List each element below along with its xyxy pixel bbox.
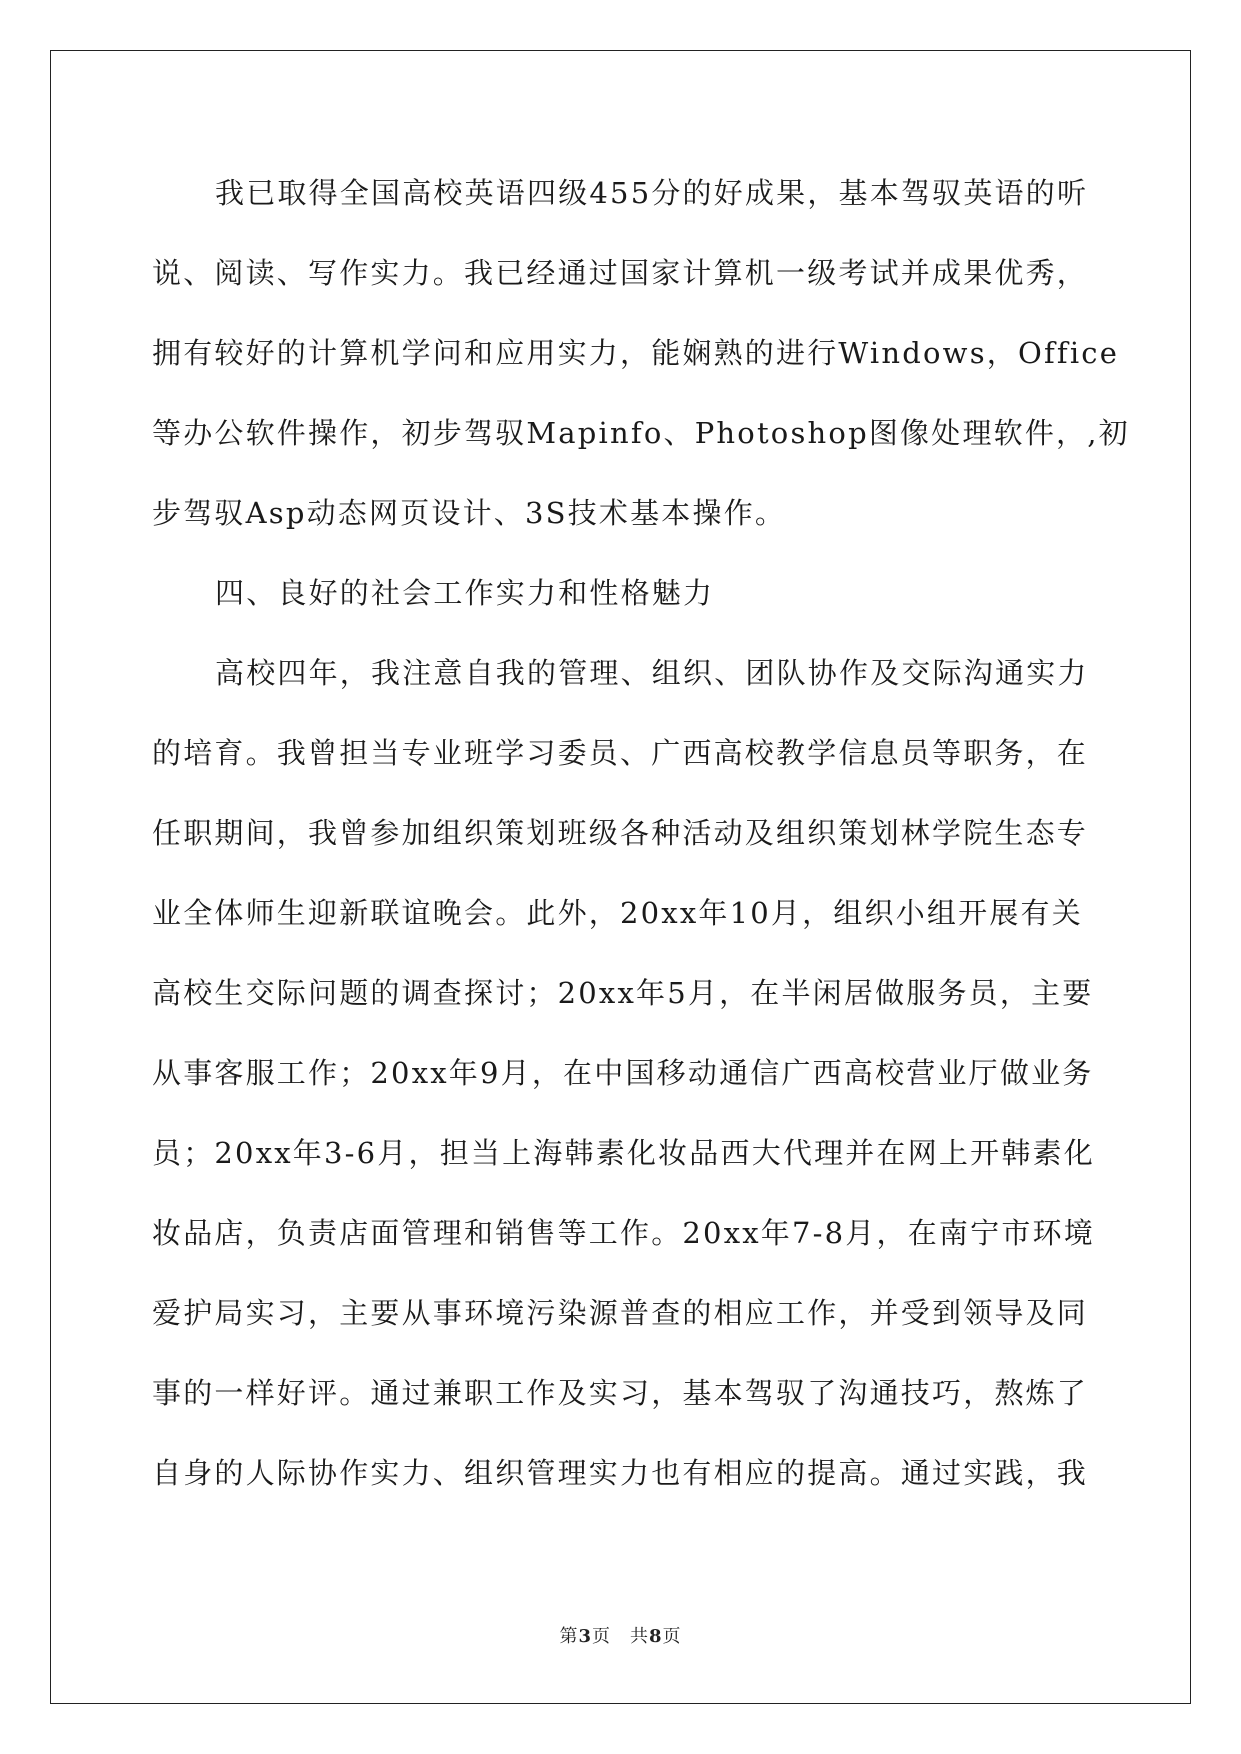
text-line: 高校生交际问题的调查探讨；20xx年5月，在半闲居做服务员，主要 (152, 976, 1094, 1010)
text-line: 拥有较好的计算机学问和应用实力，能娴熟的进行Windows，Office (152, 336, 1120, 370)
page-mid: 页 共 (592, 1626, 649, 1647)
text-line: 的培育。我曾担当专业班学习委员、广西高校教学信息员等职务，在 (152, 736, 1089, 770)
text-line: 等办公软件操作，初步驾驭Mapinfo、Photoshop图像处理软件，,初 (152, 416, 1130, 450)
text-line: 自身的人际协作实力、组织管理实力也有相应的提高。通过实践，我 (152, 1456, 1089, 1490)
text-line: 业全体师生迎新联谊晚会。此外，20xx年10月，组织小组开展有关 (152, 896, 1083, 930)
text-line: 员；20xx年3-6月，担当上海韩素化妆品西大代理并在网上开韩素化 (152, 1136, 1095, 1170)
text-line: 任职期间，我曾参加组织策划班级各种活动及组织策划林学院生态专 (152, 816, 1089, 850)
text-line: 我已取得全国高校英语四级455分的好成果，基本驾驭英语的听 (215, 176, 1089, 210)
text-line: 事的一样好评。通过兼职工作及实习，基本驾驭了沟通技巧，熬炼了 (152, 1376, 1089, 1410)
text-line: 爱护局实习，主要从事环境污染源普查的相应工作，并受到领导及同 (152, 1296, 1089, 1330)
text-line: 步驾驭Asp动态网页设计、3S技术基本操作。 (152, 496, 787, 530)
current-page-number: 3 (578, 1626, 592, 1647)
total-page-number: 8 (649, 1626, 663, 1647)
page-prefix: 第 (559, 1626, 579, 1647)
text-line: 从事客服工作；20xx年9月，在中国移动通信广西高校营业厅做业务 (152, 1056, 1094, 1090)
document-body (152, 163, 1130, 1523)
page-suffix: 页 (662, 1626, 682, 1647)
page-number-footer (0, 1622, 1241, 1648)
section-heading: 四、良好的社会工作实力和性格魅力 (215, 576, 715, 610)
text-line: 说、阅读、写作实力。我已经通过国家计算机一级考试并成果优秀， (152, 256, 1089, 290)
text-line: 妆品店，负责店面管理和销售等工作。20xx年7-8月，在南宁市环境 (152, 1216, 1095, 1250)
text-line: 高校四年，我注意自我的管理、组织、团队协作及交际沟通实力 (215, 656, 1089, 690)
